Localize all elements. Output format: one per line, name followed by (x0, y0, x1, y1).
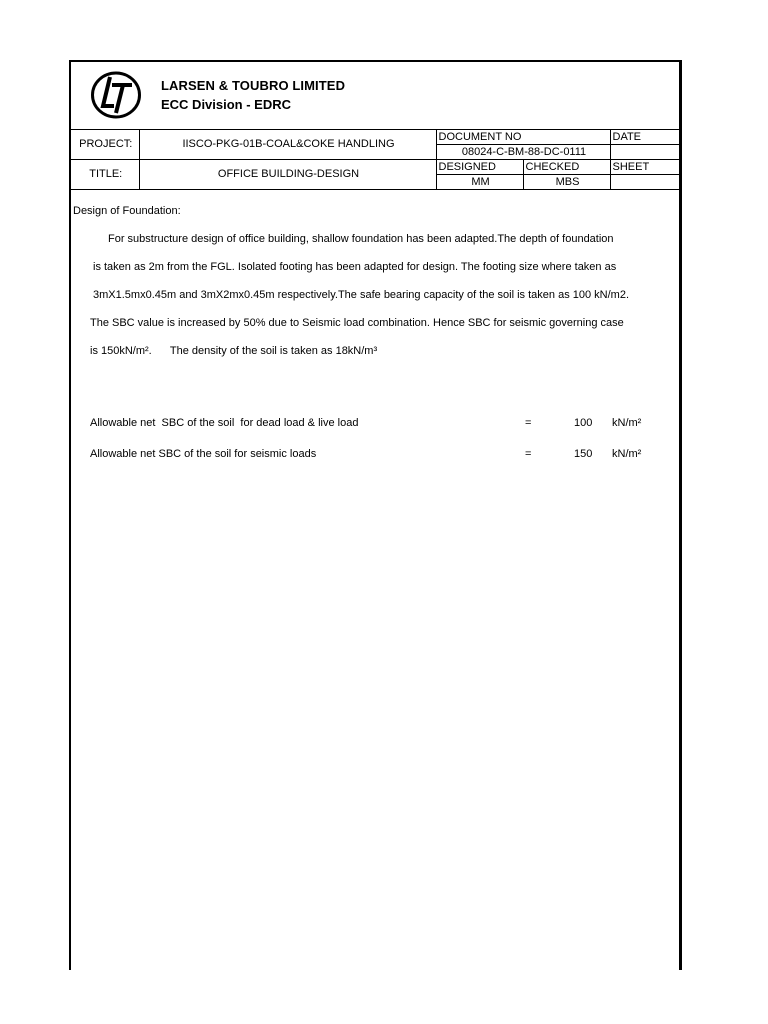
paragraph-line: For substructure design of office building, shallow foundation has been adapted.The depth of foundation (108, 233, 614, 245)
title-value: OFFICE BUILDING-DESIGN (139, 160, 436, 190)
title-label: TITLE: (71, 160, 139, 190)
designed-label: DESIGNED (436, 160, 523, 175)
equals-sign: = (525, 417, 532, 429)
sbc-label: Allowable net SBC of the soil for seismic loads (90, 448, 317, 460)
paragraph-line: The SBC value is increased by 50% due to Seismic load combination. Hence SBC for seismic governing case (90, 317, 624, 329)
equals-sign: = (525, 448, 532, 460)
sbc-value: 150 (574, 448, 593, 460)
sbc-label: Allowable net SBC of the soil for dead load & live load (90, 417, 359, 429)
division-name: ECC Division - EDRC (161, 97, 292, 112)
sbc-unit: kN/m² (612, 448, 642, 460)
letterhead (71, 62, 679, 130)
paragraph-line: 3mX1.5mx0.45m and 3mX2mx0.45m respectively.The safe bearing capacity of the soil is taken as 100 kN/m2. (93, 289, 629, 301)
designed-value: MM (436, 175, 523, 190)
lt-logo-icon (90, 69, 142, 121)
calculation-sheet (69, 60, 682, 970)
project-value: IISCO-PKG-01B-COAL&COKE HANDLING (139, 130, 436, 160)
document-meta-table (71, 129, 679, 190)
document-no-value: 08024-C-BM-88-DC-0111 (436, 145, 610, 160)
sheet-label: SHEET (610, 160, 679, 175)
document-no-label: DOCUMENT NO (436, 130, 610, 145)
checked-label: CHECKED (523, 160, 610, 175)
sbc-unit: kN/m² (612, 417, 642, 429)
project-label: PROJECT: (71, 130, 139, 160)
sheet-value (610, 175, 679, 190)
date-label: DATE (610, 130, 679, 145)
checked-value: MBS (523, 175, 610, 190)
paragraph-line: is taken as 2m from the FGL. Isolated footing has been adapted for design. The footing size where taken as (93, 261, 617, 273)
section-heading: Design of Foundation: (73, 205, 181, 217)
paragraph-line: is 150kN/m². The density of the soil is taken as 18kN/m³ (90, 345, 378, 357)
sbc-value: 100 (574, 417, 593, 429)
company-name: LARSEN & TOUBRO LIMITED (161, 78, 346, 93)
date-value (610, 145, 679, 160)
